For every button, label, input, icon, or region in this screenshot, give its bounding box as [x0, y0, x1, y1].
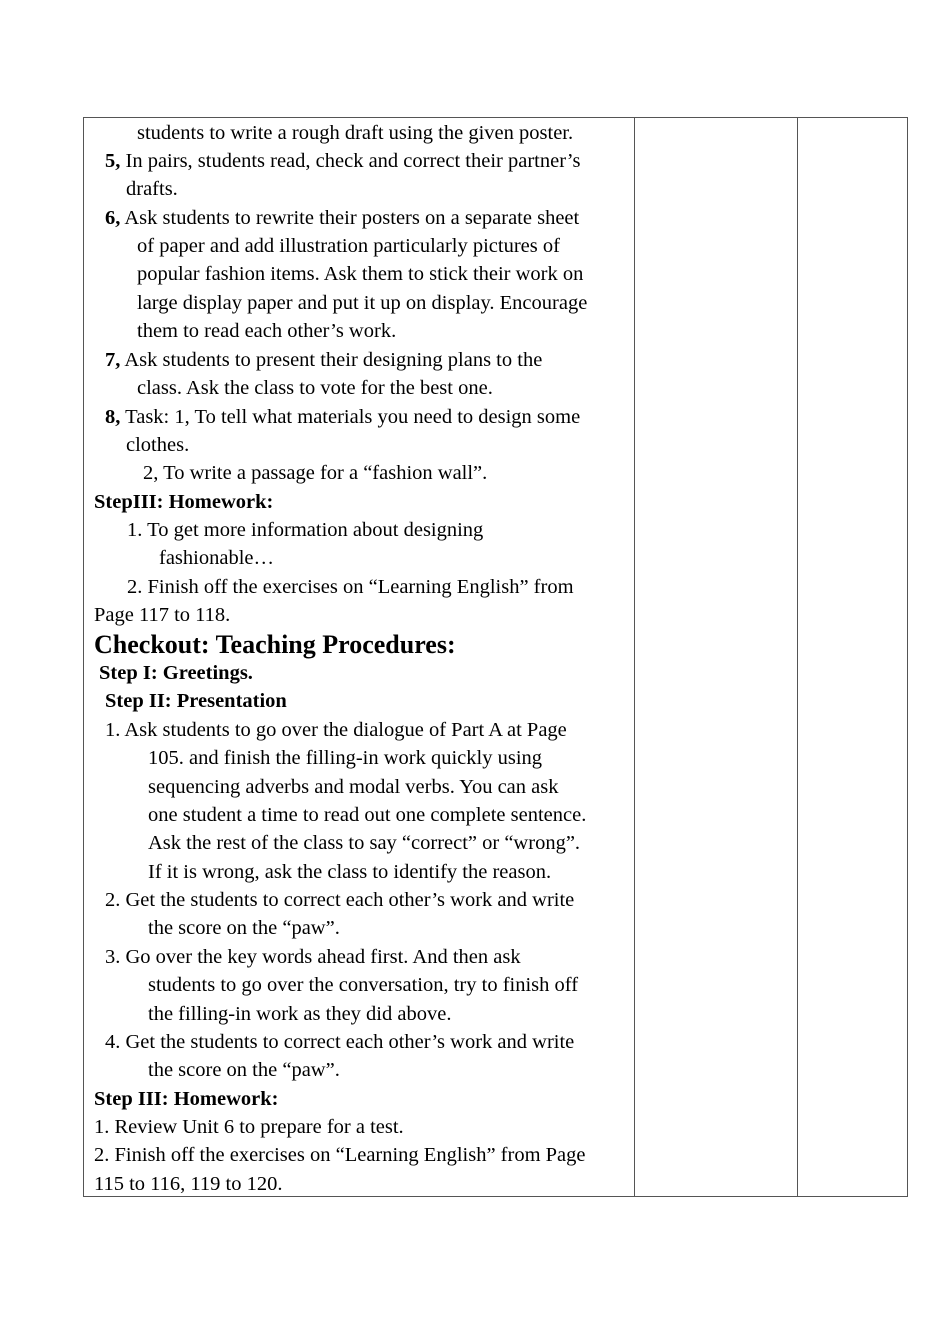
text-line: the score on the “paw”. — [148, 917, 340, 939]
lesson-plan-table — [83, 117, 908, 1197]
text-line: fashionable… — [159, 547, 274, 569]
notes-column — [635, 118, 797, 1196]
text-line: drafts. — [126, 178, 178, 200]
section-heading: StepIII: Homework: — [94, 491, 274, 513]
list-item: 3. Go over the key words ahead first. And then ask — [105, 946, 521, 968]
list-item: 5, In pairs, students read, check and correct their partner’s — [105, 150, 581, 172]
text-line: of paper and add illustration particularly pictures of — [137, 235, 560, 257]
list-item: 1. To get more information about designing — [127, 519, 484, 541]
text-line: the score on the “paw”. — [148, 1059, 340, 1081]
text-line: popular fashion items. Ask them to stick their work on — [137, 263, 584, 285]
text-line: clothes. — [126, 434, 190, 456]
text-line: students to go over the conversation, try to finish off — [148, 974, 579, 996]
text-line: If it is wrong, ask the class to identify the reason. — [148, 861, 552, 883]
section-title: Checkout: Teaching Procedures: — [94, 630, 456, 659]
list-item: 7, Ask students to present their designing plans to the — [105, 349, 543, 371]
list-item: 2. Get the students to correct each other’s work and write — [105, 889, 575, 911]
procedure-column — [84, 118, 634, 1196]
remarks-column — [798, 118, 907, 1196]
text-line: one student a time to read out one complete sentence. — [148, 804, 587, 826]
text-line: students to write a rough draft using the given poster. — [137, 122, 574, 144]
list-item: 4. Get the students to correct each other’s work and write — [105, 1031, 575, 1053]
text-line: class. Ask the class to vote for the best one. — [137, 377, 493, 399]
step-heading: Step I: Greetings. — [99, 662, 253, 684]
text-line: Ask the rest of the class to say “correct” or “wrong”. — [148, 832, 581, 854]
text-line: 2, To write a passage for a “fashion wall”. — [143, 462, 488, 484]
list-item: 8, Task: 1, To tell what materials you need to design some — [105, 406, 581, 428]
list-item: 2. Finish off the exercises on “Learning English” from — [127, 576, 574, 598]
list-item: 6, Ask students to rewrite their posters on a separate sheet — [105, 207, 580, 229]
list-item: 2. Finish off the exercises on “Learning English” from Page — [94, 1144, 586, 1166]
text-line: large display paper and put it up on display. Encourage — [137, 292, 588, 314]
section-heading: Step III: Homework: — [94, 1088, 279, 1110]
text-line: Page 117 to 118. — [94, 604, 231, 626]
text-line: 105. and finish the filling-in work quickly using — [148, 747, 543, 769]
step-heading: Step II: Presentation — [105, 690, 287, 712]
text-line: 115 to 116, 119 to 120. — [94, 1173, 283, 1195]
text-line: the filling-in work as they did above. — [148, 1003, 452, 1025]
text-line: them to read each other’s work. — [137, 320, 397, 342]
list-item: 1. Ask students to go over the dialogue of Part A at Page — [105, 719, 567, 741]
text-line: sequencing adverbs and modal verbs. You can ask — [148, 776, 559, 798]
list-item: 1. Review Unit 6 to prepare for a test. — [94, 1116, 404, 1138]
